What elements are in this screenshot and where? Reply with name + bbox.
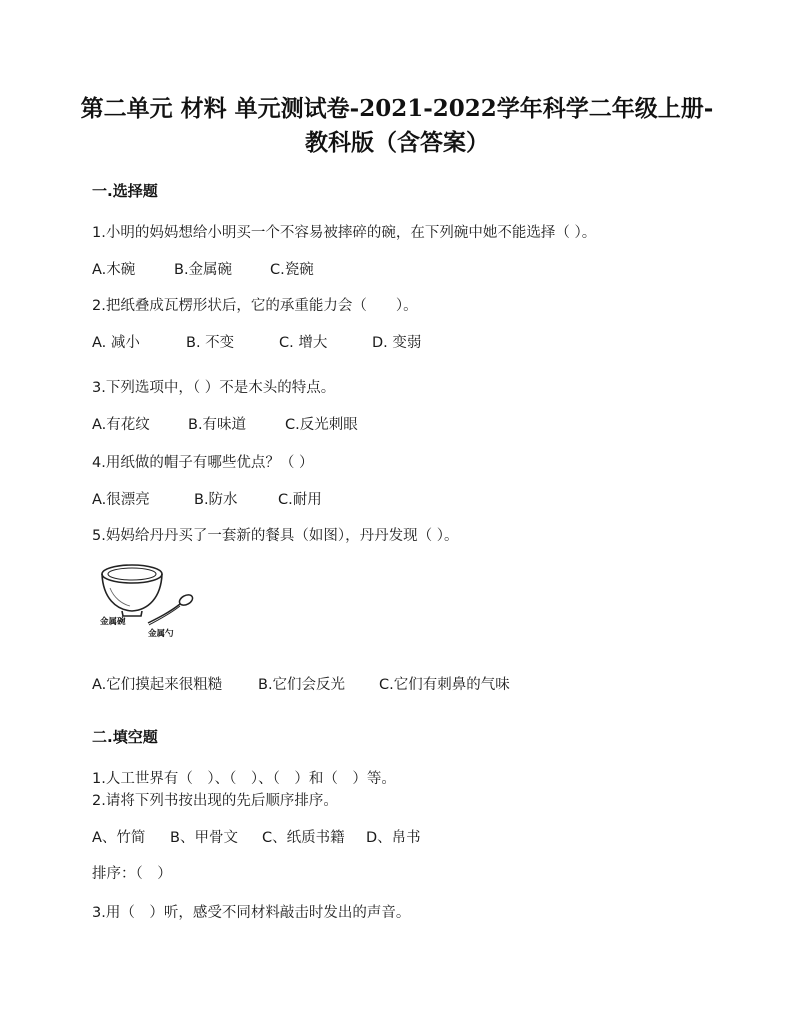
- fill-question-2: 2.请将下列书按出现的先后顺序排序。: [92, 793, 338, 809]
- option-c: C.反光刺眼: [285, 417, 358, 433]
- option-b: B.金属碗: [174, 262, 233, 278]
- option-b: B. 不变: [186, 335, 235, 351]
- option-a: A.它们摸起来很粗糙: [92, 677, 223, 693]
- option-c: C.瓷碗: [270, 262, 314, 278]
- option-c: C. 增大: [279, 335, 328, 351]
- title-line-1: 第二单元 材料 单元测试卷-2021-2022学年科学二年级上册-: [80, 95, 714, 122]
- fill-question-3: 3.用（ ）听，感受不同材料敲击时发出的声音。: [92, 905, 411, 921]
- document-title: [60, 92, 734, 160]
- title-line-2: 教科版（含答案）: [305, 129, 489, 156]
- option-a: A.木碗: [92, 262, 136, 278]
- metal-bowl-icon: [102, 565, 162, 616]
- option-b: B.防水: [194, 492, 238, 508]
- option-d: D. 变弱: [372, 335, 422, 351]
- option-c: C.它们有刺鼻的气味: [379, 677, 510, 693]
- option-b: B、甲骨文: [170, 830, 238, 846]
- question-1-text: 1.小明的妈妈想给小明买一个不容易被摔碎的碗，在下列碗中她不能选择（ ）。: [92, 225, 597, 241]
- section-heading-choice: 一.选择题: [92, 182, 158, 200]
- option-c: C.耐用: [278, 492, 322, 508]
- fill-question-1: 1.人工世界有（ ）、（ ）、（ ）和（ ）等。: [92, 771, 396, 787]
- option-a: A.很漂亮: [92, 492, 150, 508]
- section-heading-fill: 二.填空题: [92, 728, 158, 746]
- question-2-text: 2.把纸叠成瓦楞形状后，它的承重能力会（ ）。: [92, 298, 418, 314]
- option-a: A. 减小: [92, 335, 140, 351]
- option-d: D、帛书: [366, 830, 421, 846]
- question-4-text: 4.用纸做的帽子有哪些优点？（ ）: [92, 455, 314, 471]
- question-5-text: 5.妈妈给丹丹买了一套新的餐具（如图），丹丹发现（ ）。: [92, 528, 459, 544]
- option-a: A、竹简: [92, 830, 146, 846]
- figure-label-spoon: 金属勺: [148, 629, 174, 639]
- fill-question-2-answer: 排序：（ ）: [92, 866, 172, 882]
- question-3-text: 3.下列选项中，（ ）不是木头的特点。: [92, 380, 336, 396]
- option-b: B.有味道: [188, 417, 247, 433]
- option-c: C、纸质书籍: [262, 830, 345, 846]
- figure-label-bowl: 金属碗: [100, 617, 126, 627]
- bowl-and-spoon-figure: [96, 560, 200, 642]
- option-b: B.它们会反光: [258, 677, 346, 693]
- option-a: A.有花纹: [92, 417, 150, 433]
